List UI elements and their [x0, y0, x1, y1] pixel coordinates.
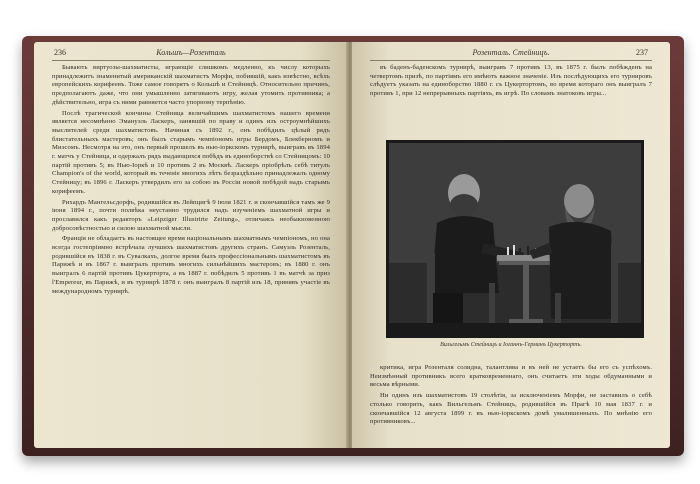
- left-paragraph: Рихардъ Мангельсдорфъ, родившійся въ Лейпцигѣ 9 іюля 1821 г. и скончавшійся тамъ же 9 іюня 1894 г., почти полвѣка неустанно трудился надъ изученіемъ шахматной игры и прославился какъ редакторъ «Leipziger Illustrirte Zeitung», отличаясь необыкновенною добросовѣстностью и силою шахматной мысли.: [52, 198, 330, 232]
- right-paragraph: въ баденъ-баденскомъ турнирѣ, выигравъ 7 противъ 13, въ 1875 г. былъ побѣжденъ на четвертомъ призѣ, по партіямъ его имѣютъ важное значеніе. Изъ послѣдующихъ его турнировъ слѣдуетъ указать на единоборство 1880 г. съ Цукертортомъ, во время котораго онъ выигралъ 7 противъ 1, при 12 непрерывныхъ партіяхъ, въ игрѣ. По словамъ знатоковъ игры...: [370, 64, 652, 98]
- photo-caption: Вильгельмъ Стейницъ и Іоганнъ-Германъ Цукертортъ.: [440, 342, 582, 348]
- left-paragraph: Послѣ трагической кончины Стейница величайшимъ шахматистомъ нашего времени является несомнѣнно Эмануэль Ласкеръ, занявшій по праву и одинъ изъ остроумнѣйшихъ мыслителей среди шахматистовъ. Начиная съ 1892 г., онъ побѣдилъ цѣлый рядъ блистательныхъ мастеровъ; онъ былъ старымъ чемпіономъ игры Бердомъ, Блекберномъ и Миэсомъ. Несмотря на это, онъ первый прошелъ въ нью-іоркскомъ турнирѣ, выигравъ въ 1894 г. матчъ у Стейница, и одержалъ рядъ выдающихся побѣдъ въ единоборствѣ со Стейницомъ: 10 партій противъ 5; въ Нью-Іоркѣ и 10 противъ 2 въ Москвѣ. Ласкеръ пріобрѣлъ себѣ титулъ Champion's of the world, который въ теченіе многихъ лѣтъ безраздѣльно принадлежалъ одному Стейницу; въ 1896 г. Ласкеръ утвердилъ его за собою въ Россіи новой побѣдой надъ старымъ корифеемъ.: [52, 109, 330, 195]
- photo-illustration: [389, 143, 641, 335]
- right-header-rule: [370, 60, 652, 61]
- left-page-number: 236: [54, 48, 66, 57]
- photo-image: [389, 143, 641, 335]
- left-paragraph: Бывають виртуозы-шахматисты, играющіе слишкомъ медленно, къ числу которыхъ принадлежитъ знаменитый американскій шахматистъ Морфи, побившій, какъ извѣстно, всѣхъ европейскихъ корифеевъ. Тоже самое говорятъ о Кольшѣ и Стейницѣ. Относительно причинъ, предполагаютъ даже, что они умышленно затягиваютъ игру, желая утомить противника; а дѣйствительно, игра съ ними равняется часто упорному терпѣнію.: [52, 64, 330, 106]
- left-paragraph: Франція не обладаетъ въ настоящее время національнымъ шахматнымъ чемпіономъ, но она всегда гостепріимно встрѣчала лучшихъ шахматистовъ другихъ странъ. Самуэль Розенталь, родившійся въ 1838 г. въ Сувалкахъ, долгое время былъ профессіональнымъ шахматистомъ въ Парижѣ и въ 1867 г. выигралъ противъ многихъ сильнѣйшихъ мастеровъ; въ 1880 г. онъ выигралъ 6 партій противъ Цукерторта, а въ 1887 г. побѣдилъ 5 противъ 1 въ матчѣ за приз l'Empereur, въ Парижѣ, и въ турнирѣ 1878 г. онъ выигралъ 8 партій изъ 18, принявъ участіе въ международномъ турнирѣ.: [52, 235, 330, 295]
- left-running-head: Кольшъ—Розенталь: [156, 48, 226, 57]
- right-page-top-text: [370, 64, 652, 134]
- right-paragraph: Ни одинъ изъ шахматистовъ 19 столѣтія, за исключеніемъ Морфи, не заставилъ о себѣ столько говорить, какъ Вильгельмъ Стейницъ, родившійся въ Прагѣ 10 мая 1837 г. и скончавшійся 12 августа 1899 г. въ нью-іоркскомъ домѣ умалишенныхъ. По мнѣнію его противниковъ...: [370, 392, 652, 426]
- right-page: [352, 42, 670, 448]
- left-header-rule: [52, 60, 330, 61]
- right-page-bottom-text: [370, 364, 652, 440]
- right-running-head: Розенталь. Стейницъ.: [472, 48, 550, 57]
- left-page-text: [52, 64, 330, 438]
- right-paragraph: критика, игра Розенталя солидна, талантлива и въ ней не устаетъ бы его съ успѣхомъ. Неизмѣнный противникъ всего кратковременнаго, онъ считаетъ эти ходы обдуманными и весьма вѣрными.: [370, 364, 652, 389]
- left-page: [34, 42, 348, 448]
- chess-players-photo: [386, 140, 644, 338]
- right-page-number: 237: [636, 48, 648, 57]
